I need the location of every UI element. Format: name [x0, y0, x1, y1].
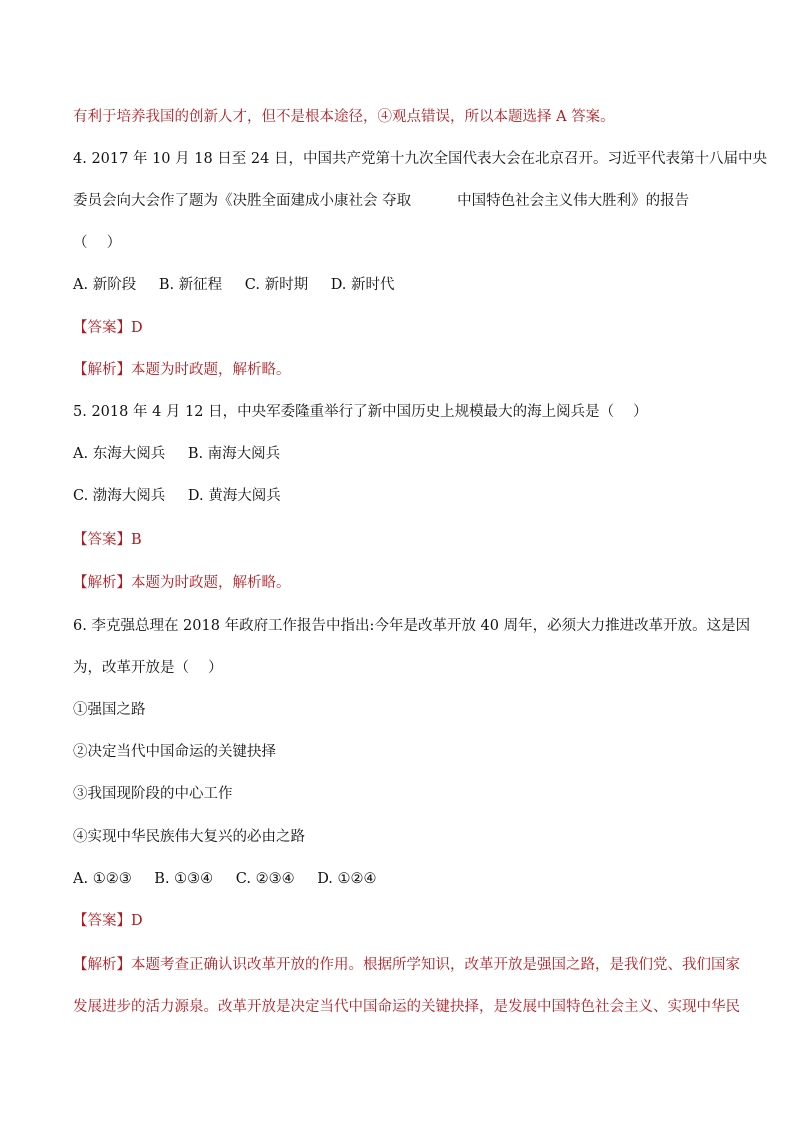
q6-option-c: C. ②③④	[235, 871, 295, 887]
q6-analysis-text-line1: 本题考查正确认识改革开放的作用。根据所学知识，改革开放是强国之路，是我们党、我们国家	[131, 957, 740, 973]
q6-analysis-label: 【解析】	[73, 957, 131, 973]
q4-stem-line1: 4. 2017 年 10 月 18 日至 24 日，中国共产党第十九次全国代表大会在北京召开。习近平代表第十八届中央	[73, 151, 767, 167]
q6-item-1: ①强国之路	[73, 702, 146, 718]
q5-answer-label: 【答案】	[73, 532, 131, 548]
q6-answer-label: 【答案】	[73, 913, 131, 929]
q4-answer-label: 【答案】	[73, 320, 131, 336]
q4-analysis	[73, 359, 733, 381]
q6-answer-value: D	[131, 913, 143, 929]
q6-answer	[73, 910, 733, 932]
q4-option-b: B. 新征程	[158, 277, 223, 293]
q5-analysis-label: 【解析】	[73, 575, 131, 591]
q5-option-a: A. 东海大阅兵	[73, 446, 166, 462]
q6-analysis-line2: 发展进步的活力源泉。改革开放是决定当代中国命运的关键抉择，是发展中国特色社会主义、实现中华民	[73, 999, 740, 1015]
q5-stem: 5. 2018 年 4 月 12 日，中央军委隆重举行了新中国历史上规模最大的海上阅兵是（ ）	[73, 404, 648, 420]
q5-option-b: B. 南海大阅兵	[187, 446, 281, 462]
q4-stem-line2	[73, 190, 733, 212]
q5-analysis-text: 本题为时政题，解析略。	[131, 575, 291, 591]
q6-stem-line2: 为，改革开放是（ ）	[73, 660, 223, 676]
q5-option-c: C. 渤海大阅兵	[73, 488, 166, 504]
q4-answer	[73, 317, 733, 339]
q5-answer	[73, 529, 733, 551]
q6-option-b: B. ①③④	[154, 871, 214, 887]
q4-stem-line2-part-a: 委员会向大会作了题为《决胜全面建成小康社会 夺取	[73, 193, 412, 209]
q5-analysis	[73, 572, 733, 594]
q4-analysis-text: 本题为时政题，解析略。	[131, 362, 291, 378]
q6-item-4: ④实现中华民族伟大复兴的必由之路	[73, 829, 305, 845]
q6-item-3: ③我国现阶段的中心工作	[73, 786, 233, 802]
q5-option-d: D. 黄海大阅兵	[187, 488, 281, 504]
q5-options-row2	[73, 485, 733, 507]
q6-option-d: D. ①②④	[317, 871, 377, 887]
previous-explanation-tail: 有利于培养我国的创新人才，但不是根本途径，④观点错误，所以本题选择 A 答案。	[73, 109, 615, 125]
q4-stem-line2-part-b: 中国特色社会主义伟大胜利》的报告	[457, 193, 690, 209]
q4-option-a: A. 新阶段	[73, 277, 137, 293]
q4-answer-blank: （ ）	[73, 235, 122, 251]
q6-analysis-line1	[73, 954, 740, 976]
q4-option-d: D. 新时代	[330, 277, 395, 293]
q6-stem-line1: 6. 李克强总理在 2018 年政府工作报告中指出:今年是改革开放 40 周年，必须大力推进改革开放。这是因	[73, 618, 751, 634]
q6-item-2: ②决定当代中国命运的关键抉择	[73, 744, 276, 760]
q5-options-row1	[73, 443, 733, 465]
q4-options	[73, 274, 733, 296]
q4-option-c: C. 新时期	[244, 277, 309, 293]
q5-answer-value: B	[131, 532, 142, 548]
q4-answer-value: D	[131, 320, 143, 336]
q4-analysis-label: 【解析】	[73, 362, 131, 378]
q6-option-a: A. ①②③	[73, 871, 132, 887]
q6-options	[73, 868, 733, 890]
